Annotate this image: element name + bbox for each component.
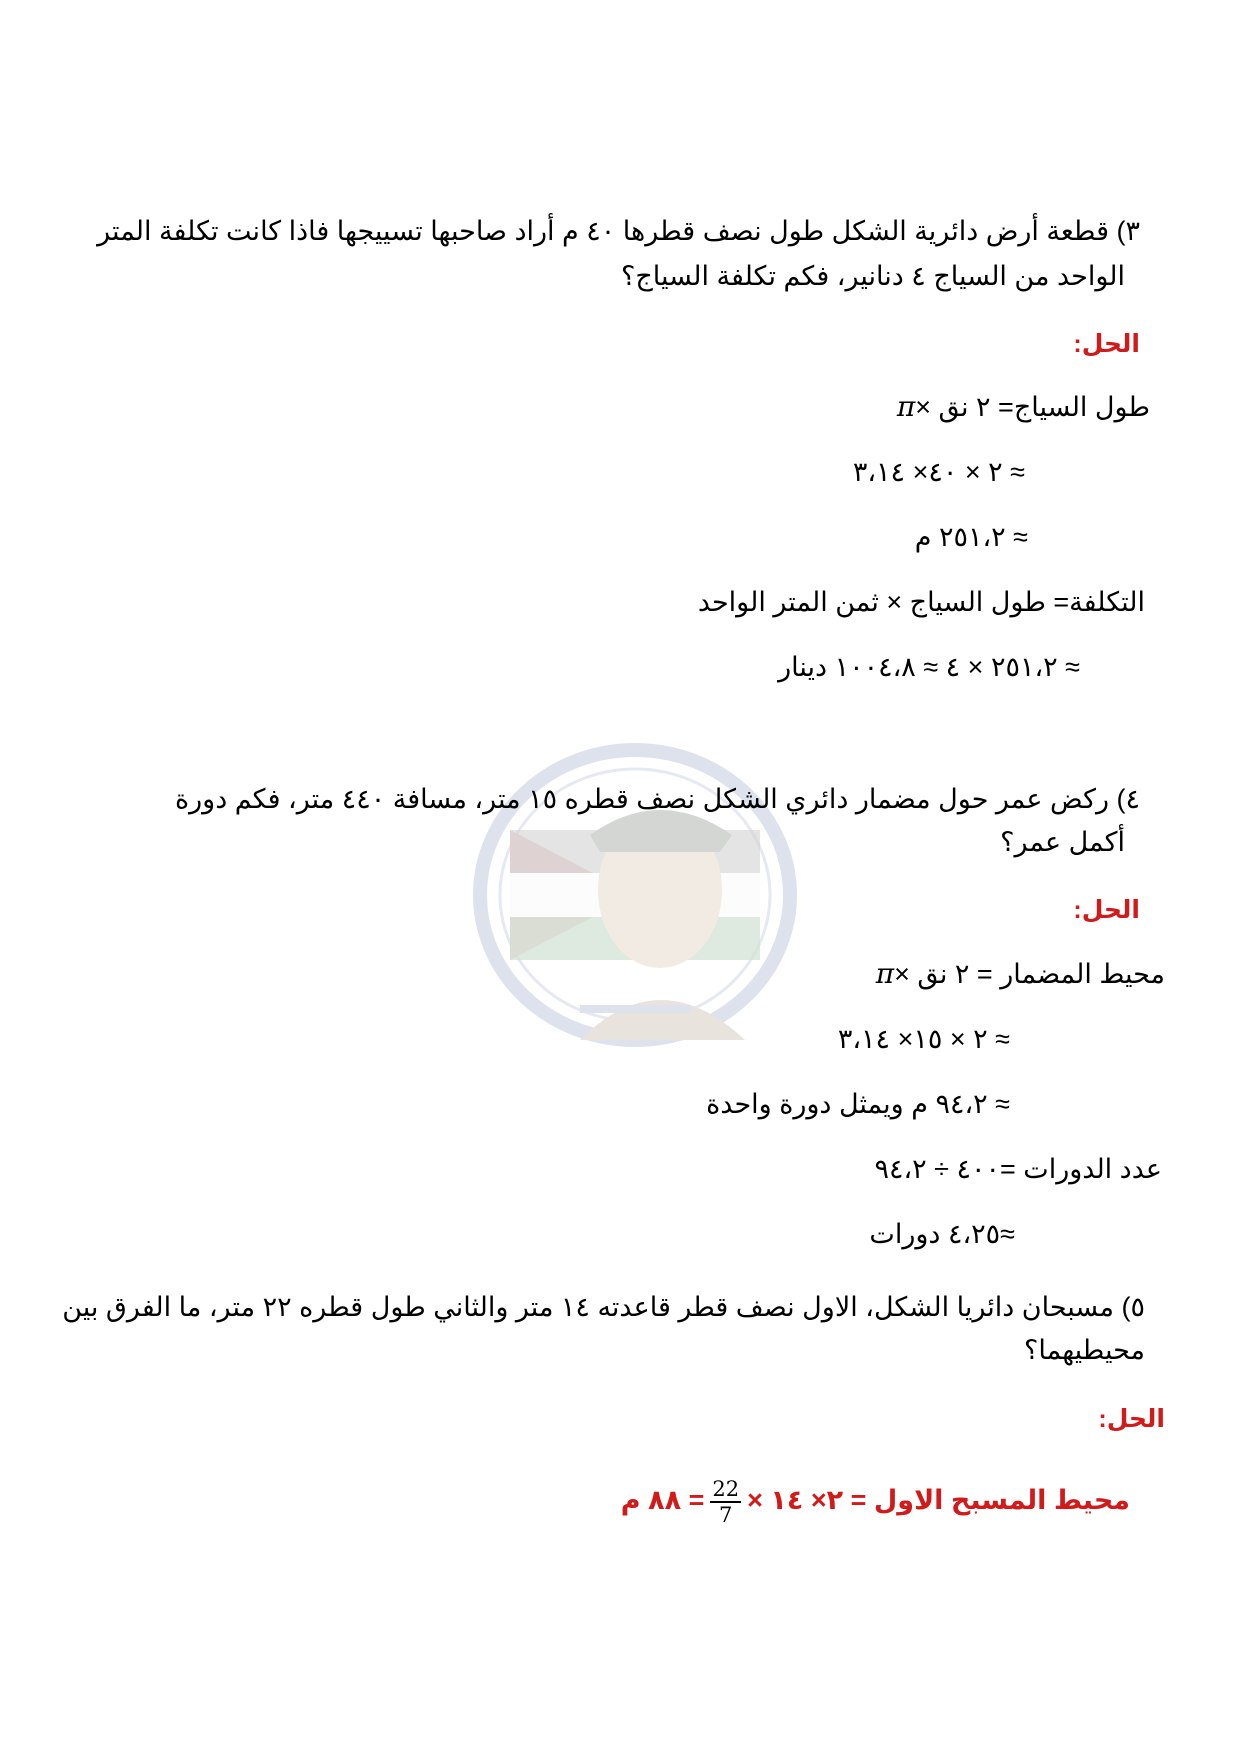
problem-3-step-1 [897,390,1150,424]
problem-4-step-1-text: محيط المضمار = ٢ نق × [894,959,1165,989]
problem-4-question-line-1: ٤) ركض عمر حول مضمار دائري الشكل نصف قطره ١٥ متر، مسافة ٤٤٠ متر، فكم دورة [174,784,1140,814]
problem-4-step-5: ≈٤،٢٥ دورات [869,1219,1015,1249]
pi-symbol: π [896,390,916,423]
problem-5-solution-label: الحل: [1098,1405,1165,1433]
fraction-22-over-7 [710,1477,741,1527]
problem-4-step-3: ≈ ٩٤،٢ م ويمثل دورة واحدة [706,1089,1010,1119]
problem-4-step-1 [876,957,1165,991]
problem-4-step-2: ≈ ٢ × ١٥× ٣،١٤ [837,1024,1010,1054]
problem-3-step-5: ≈ ٢٥١،٢ × ٤ ≈ ١٠٠٤،٨ دينار [778,652,1080,682]
problem-4-question-line-2: أكمل عمر؟ [1000,827,1125,857]
problem-5-final-right: = ٨٨ م [620,1485,705,1515]
problem-5-final-line [621,1470,1130,1530]
problem-5-final-left: محيط المسبح الاول = ٢× ١٤ × [747,1485,1130,1515]
problem-4-solution-label: الحل: [1073,896,1140,924]
pi-symbol: π [875,957,895,990]
problem-3-step-4: التكلفة= طول السياج × ثمن المتر الواحد [697,587,1145,617]
problem-3-question-line-1: ٣) قطعة أرض دائرية الشكل طول نصف قطرها ٤٠ م أراد صاحبها تسييجها فاذا كانت تكلفة المتر [97,216,1140,246]
problem-3-question-line-2: الواحد من السياج ٤ دنانير، فكم تكلفة السياج؟ [621,261,1125,291]
problem-3-step-3: ≈ ٢٥١،٢ م [914,522,1028,552]
problem-4-step-4: عدد الدورات =٤٠٠ ÷ ٩٤،٢ [874,1154,1162,1184]
problem-5-question-line-1: ٥) مسبحان دائريا الشكل، الاول نصف قطر قاعدته ١٤ متر والثاني طول قطره ٢٢ متر، ما الفرق بين [62,1292,1145,1322]
fraction-denominator: 7 [719,1502,733,1527]
problem-3-solution-label: الحل: [1073,330,1140,358]
problem-3-step-1-text: طول السياج= ٢ نق × [915,392,1150,422]
problem-5-question-line-2: محيطيهما؟ [1024,1335,1145,1365]
problem-3-step-2: ≈ ٢ × ٤٠× ٣،١٤ [852,457,1025,487]
fraction-numerator: 22 [712,1476,740,1501]
